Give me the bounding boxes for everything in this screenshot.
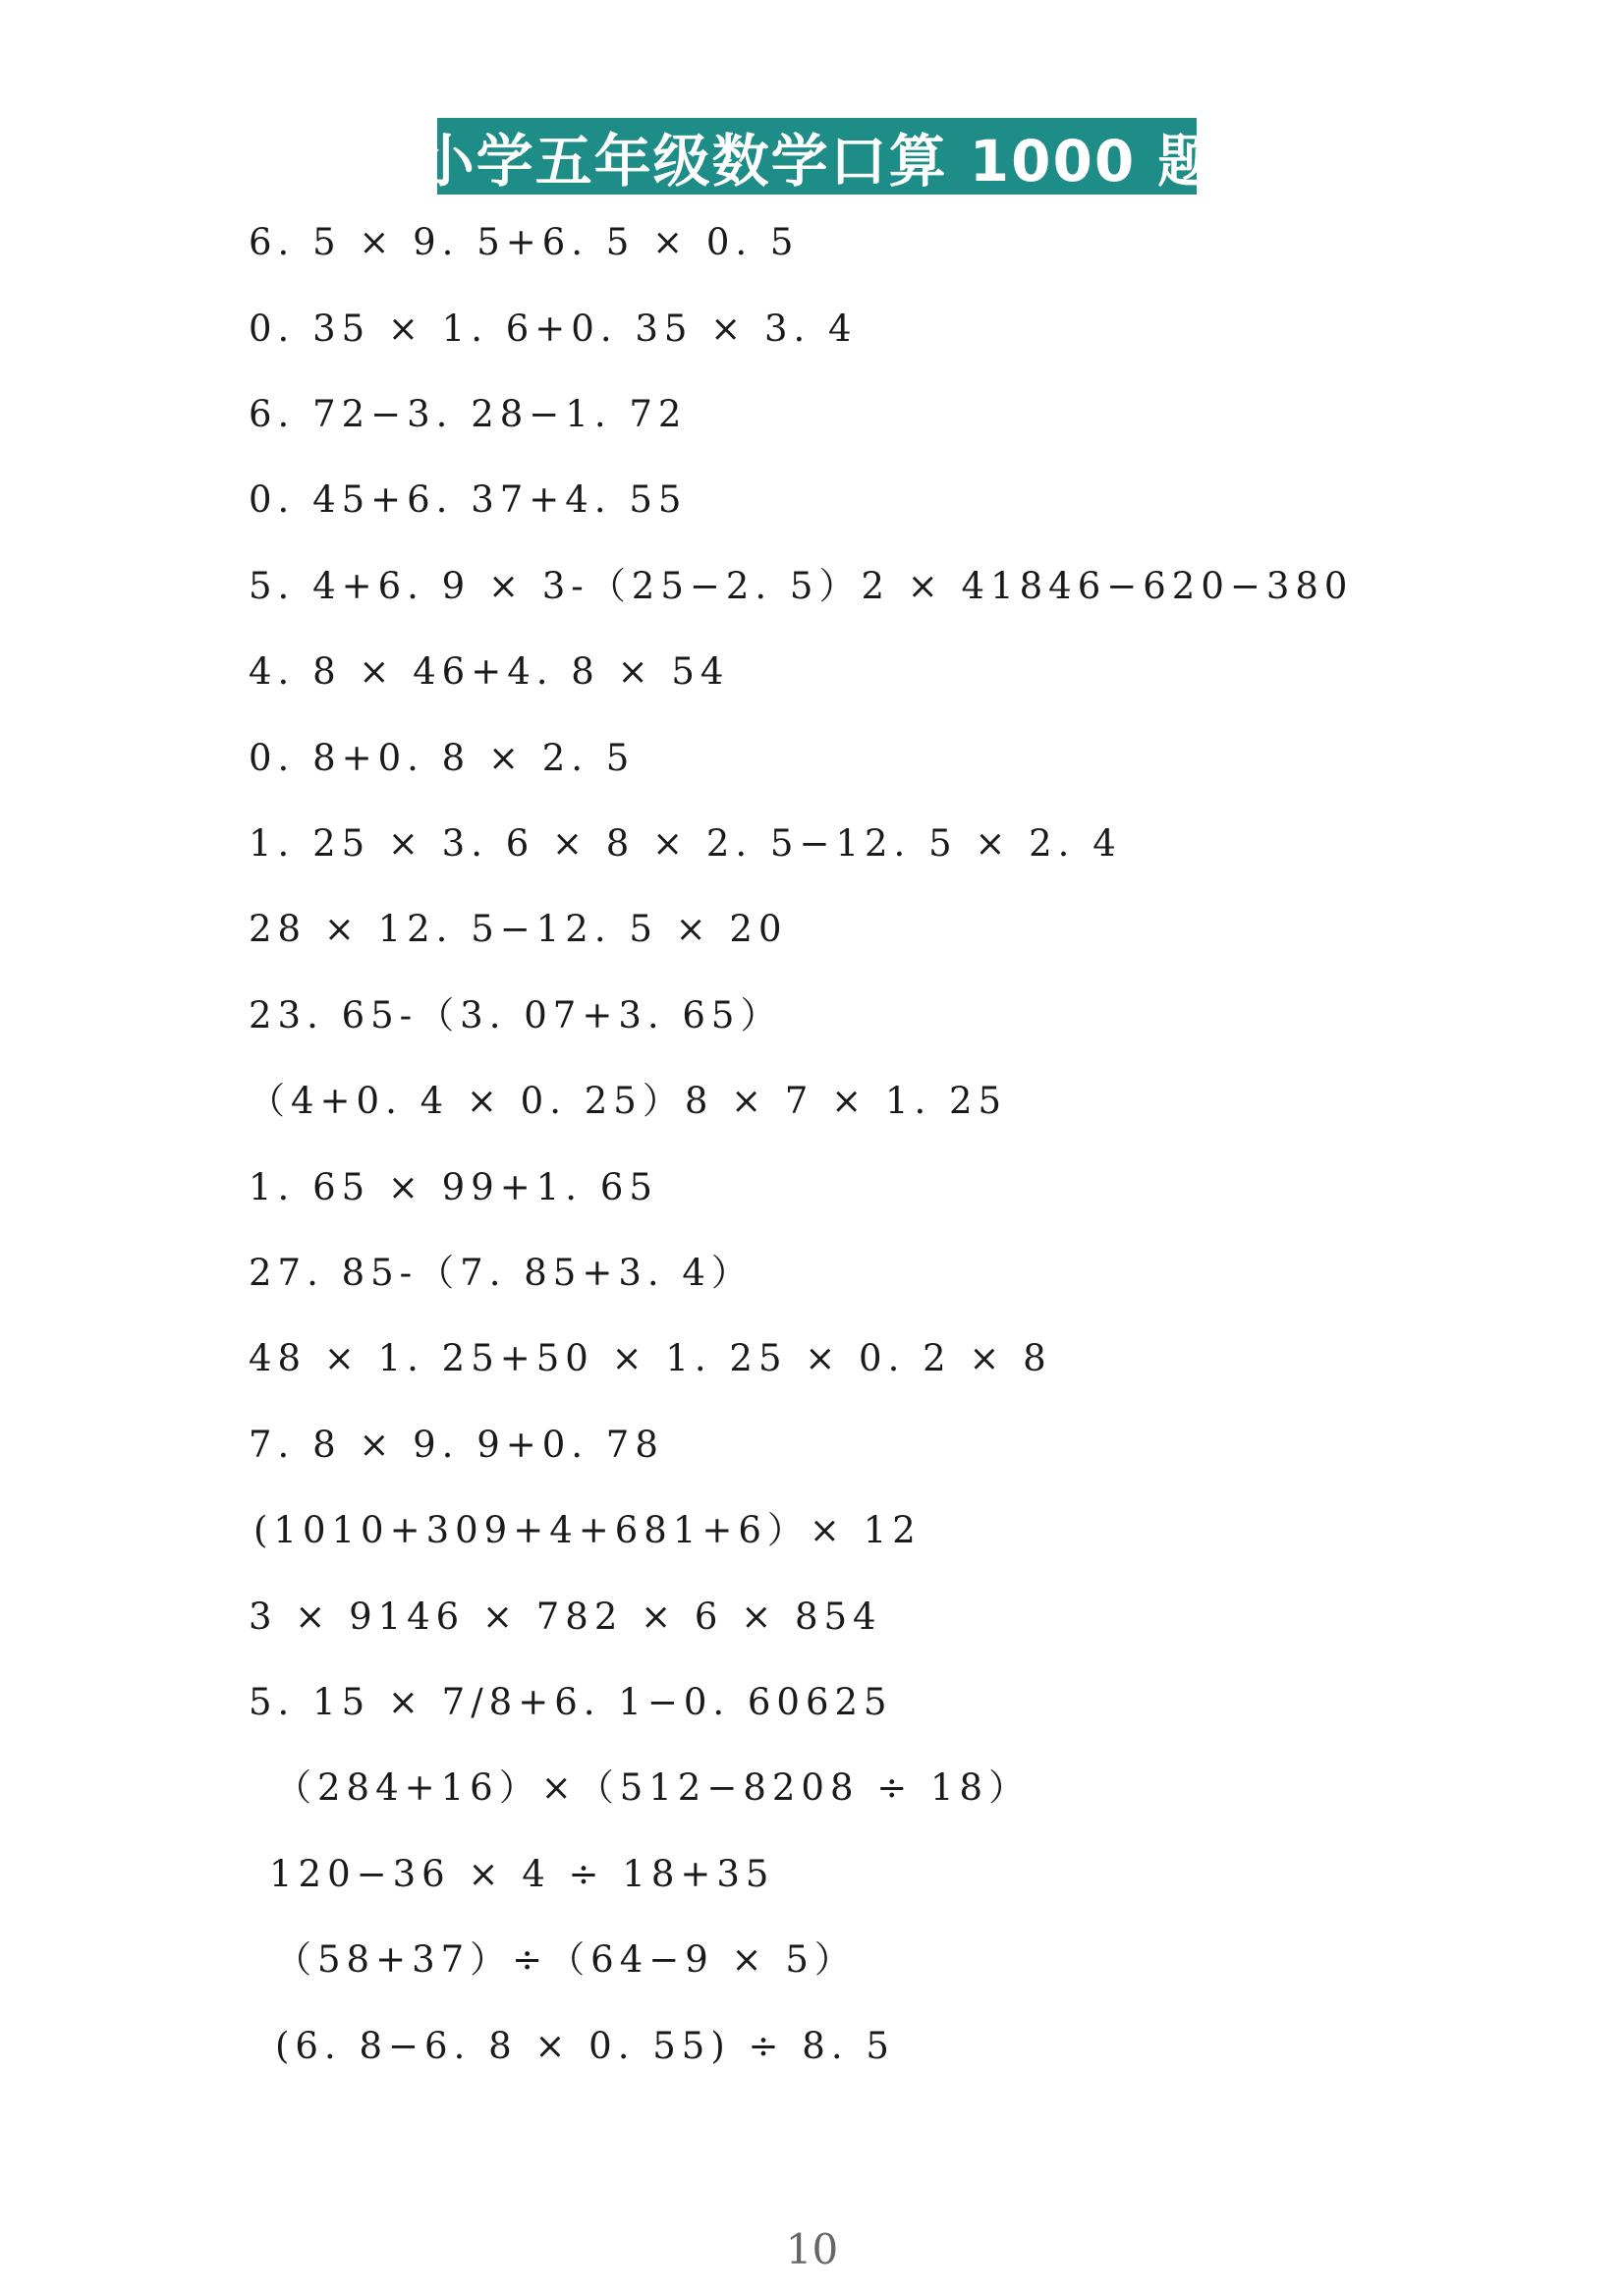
problem-item: 7. 8 × 9. 9+0. 78 <box>249 1424 664 1466</box>
problem-item: 6. 5 × 9. 5+6. 5 × 0. 5 <box>249 221 800 263</box>
problem-item: 28 × 12. 5−12. 5 × 20 <box>249 908 788 950</box>
problem-item: 1. 65 × 99+1. 65 <box>249 1166 658 1208</box>
problem-item: （4+0. 4 × 0. 25）8 × 7 × 1. 25 <box>249 1080 1008 1122</box>
problem-item: (1010+309+4+681+6）× 12 <box>253 1509 922 1551</box>
problem-item: 6. 72−3. 28−1. 72 <box>249 393 688 435</box>
page-number: 10 <box>785 2225 839 2273</box>
problem-item: 27. 85-（7. 85+3. 4） <box>249 1252 754 1294</box>
problem-item: （58+37）÷（64−9 × 5） <box>275 1938 857 1981</box>
problem-item: 23. 65-（3. 07+3. 65） <box>249 994 783 1036</box>
problem-item: (6. 8−6. 8 × 0. 55) ÷ 8. 5 <box>275 2025 895 2067</box>
problem-item: 120−36 × 4 ÷ 18+35 <box>269 1853 775 1895</box>
problem-item: 0. 45+6. 37+4. 55 <box>249 478 688 521</box>
problem-item: 4. 8 × 46+4. 8 × 54 <box>249 650 730 693</box>
problem-item: 1. 25 × 3. 6 × 8 × 2. 5−12. 5 × 2. 4 <box>249 822 1122 865</box>
problem-item: 48 × 1. 25+50 × 1. 25 × 0. 2 × 8 <box>249 1337 1052 1379</box>
problem-item: 0. 8+0. 8 × 2. 5 <box>249 737 636 779</box>
problem-item: 5. 15 × 7/8+6. 1−0. 60625 <box>249 1681 893 1723</box>
problem-item: 5. 4+6. 9 × 3-（25−2. 5）2 × 41846−620−380 <box>249 565 1354 607</box>
page-title: 小学五年级数学口算 1000 题 <box>417 128 1217 195</box>
problem-item: （284+16）×（512−8208 ÷ 18） <box>275 1766 1032 1809</box>
problem-item: 3 × 9146 × 782 × 6 × 854 <box>249 1596 882 1638</box>
problem-item: 0. 35 × 1. 6+0. 35 × 3. 4 <box>249 308 858 350</box>
